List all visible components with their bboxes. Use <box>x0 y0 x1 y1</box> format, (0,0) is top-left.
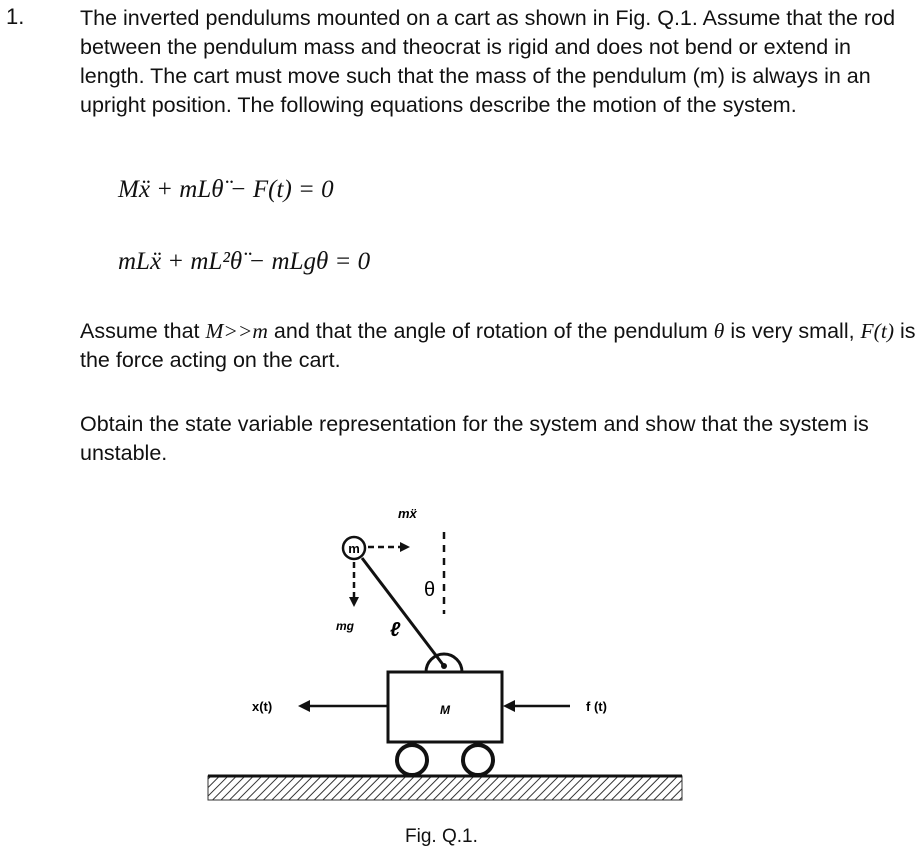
right-wheel <box>463 745 493 775</box>
figure-caption: Fig. Q.1. <box>405 826 478 847</box>
applied-force-arrowhead <box>503 700 515 712</box>
equation-1: Mẍ + mLθ̈ − F(t) = 0 <box>118 176 334 203</box>
pendulum-cart-figure <box>140 490 720 820</box>
displacement-label: x(t) <box>252 699 273 714</box>
length-label: ℓ <box>390 619 401 641</box>
question-number: 1. <box>6 4 25 29</box>
assumption-text-3: is very small, <box>724 319 861 343</box>
cart-mass-label: M <box>440 703 450 717</box>
pendulum-rod <box>362 558 444 666</box>
inertia-arrowhead <box>400 542 410 552</box>
question-intro: The inverted pendulums mounted on a cart as shown in Fig. Q.1. Assume that the rod between the pendulum mass and theocrat is rigid and does not bend or extend in length. The cart must move such that the mass of the pendulum (m) is always in an upright position. The following equations describe the motion of the system. <box>80 6 896 117</box>
equation-2: mLẍ + mL²θ̈ − mLgθ = 0 <box>118 248 371 275</box>
gravity-label: mg <box>336 619 354 633</box>
angle-label: θ <box>424 579 436 601</box>
mass-label: m <box>348 541 360 556</box>
assumption-text-2: and that the angle of rotation of the pendulum <box>267 319 714 343</box>
applied-force-label: f (t) <box>586 699 607 714</box>
inertia-force-label: mẍ <box>398 506 417 521</box>
ground-hatch <box>208 776 682 800</box>
assumption-theta: θ <box>713 319 725 343</box>
assumption-force: F(t) <box>860 319 894 343</box>
left-wheel <box>397 745 427 775</box>
task-paragraph: Obtain the state variable representation for the system and show that the system is unstable. <box>80 412 869 465</box>
assumption-text-1: Assume that <box>80 319 206 343</box>
figure-drawing <box>140 490 720 820</box>
assumption-paragraph <box>80 317 918 375</box>
displacement-arrowhead <box>298 700 310 712</box>
assumption-text-4: is the force acting on the cart. <box>80 319 916 372</box>
assumption-condition: M>>m <box>205 319 268 343</box>
gravity-arrowhead <box>349 597 359 607</box>
